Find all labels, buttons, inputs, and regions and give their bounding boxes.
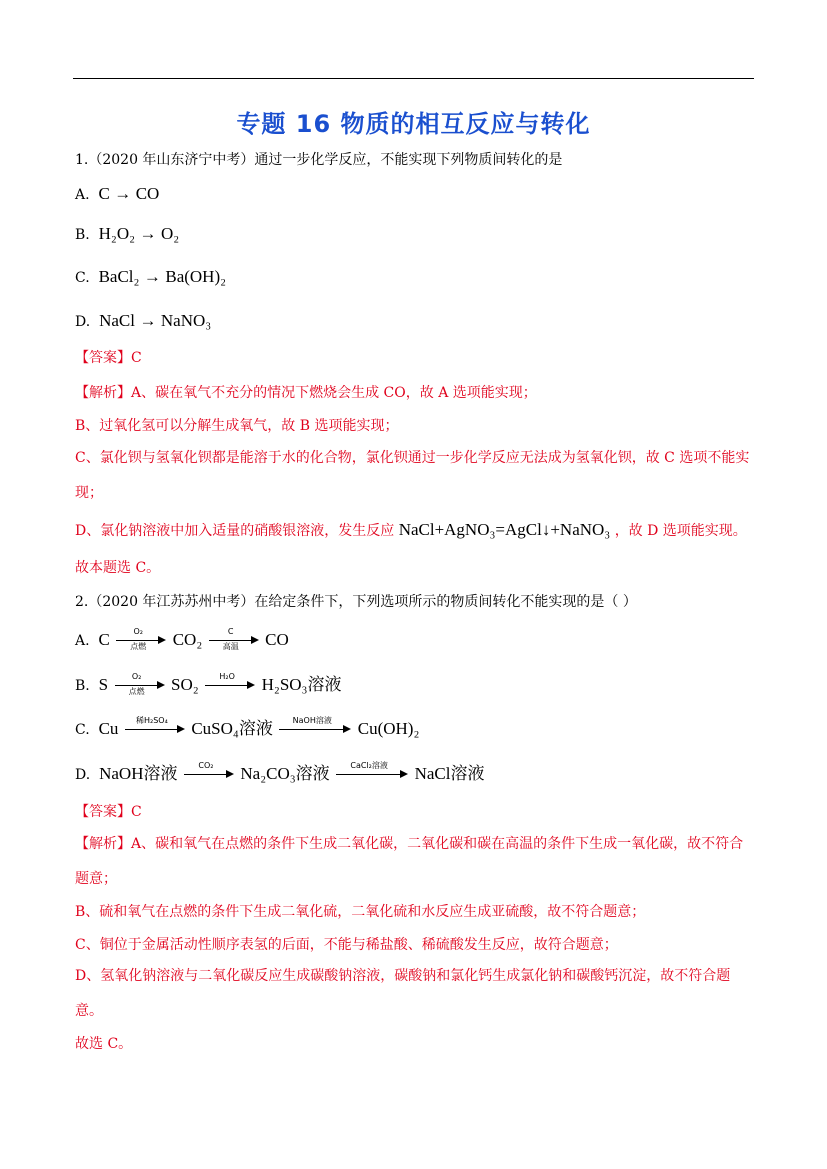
- reaction-arrow: O₂ 点燃: [115, 674, 165, 692]
- q2-conclusion: 故选 C。: [75, 1036, 133, 1052]
- header-rule: [73, 78, 754, 79]
- reaction-arrow: C 高温: [209, 629, 259, 647]
- reaction-equation: NaCl+AgNO₃=AgCl↓+NaNO₃: [398, 520, 611, 539]
- q2-option-b: B. S O₂ 点燃 SO₂ H₂O H₂SO₃溶液: [75, 672, 342, 696]
- reaction-arrow: CO₂: [184, 763, 234, 781]
- q1-option-c: C. BaCl₂ → Ba(OH)₂: [75, 267, 227, 286]
- q1-analysis-a: 【解析】A、碳在氧气不充分的情况下燃烧会生成 CO，故 A 选项能实现；: [75, 385, 537, 401]
- q1-answer: 【答案】C: [75, 350, 142, 366]
- reaction-arrow: NaOH溶液: [279, 718, 351, 736]
- q1-option-b: B. H₂O₂ → O₂: [75, 224, 180, 243]
- reaction-arrow: O₂ 点燃: [116, 629, 166, 647]
- right-arrow-icon: →: [139, 224, 157, 243]
- q1-conclusion: 故本题选 C。: [75, 560, 161, 576]
- q1-analysis-d: D、氯化钠溶液中加入适量的硝酸银溶液，发生反应 NaCl+AgNO₃=AgCl↓+NaNO₃ ，故 D 选项能实现。: [75, 520, 747, 539]
- reaction-arrow: CaCl₂溶液: [336, 763, 408, 781]
- q2-analysis-b: B、硫和氧气在点燃的条件下生成二氧化硫，二氧化硫和水反应生成亚硫酸，故不符合题意；: [75, 904, 646, 920]
- reaction-arrow: H₂O: [205, 674, 255, 692]
- q2-analysis-d: D、氢氧化钠溶液与二氧化碳反应生成碳酸钠溶液，碳酸钠和氯化钙生成氯化钠和碳酸钙沉淀，故不符合题意。: [75, 968, 731, 1019]
- right-arrow-icon: →: [139, 311, 157, 330]
- q2-answer: 【答案】C: [75, 804, 142, 820]
- q2-analysis-a: 【解析】A、碳和氧气在点燃的条件下生成二氧化碳，二氧化碳和碳在高温的条件下生成一氧化碳，故不符合题意；: [75, 836, 744, 887]
- q2-option-d: D. NaOH溶液 CO₂ Na₂CO₃溶液 CaCl₂溶液 NaCl溶液: [75, 761, 485, 783]
- q2-stem: 2.（2020 年江苏苏州中考）在给定条件下，下列选项所示的物质间转化不能实现的是（ ）: [75, 594, 637, 610]
- q2-option-c: C. Cu 稀H₂SO₄ CuSO₄溶液 NaOH溶液 Cu(OH)₂: [75, 716, 420, 738]
- right-arrow-icon: →: [143, 267, 161, 286]
- right-arrow-icon: →: [114, 184, 132, 203]
- q1-option-d: D. NaCl → NaNO₃: [75, 311, 212, 330]
- q1-stem: 1.（2020 年山东济宁中考）通过一步化学反应，不能实现下列物质间转化的是: [75, 152, 563, 168]
- reaction-arrow: 稀H₂SO₄: [125, 718, 185, 736]
- q1-option-a: A. C → CO: [75, 184, 160, 203]
- q2-analysis-c: C、铜位于金属活动性顺序表氢的后面，不能与稀盐酸、稀硫酸发生反应，故符合题意；: [75, 937, 618, 953]
- page-title: 专题 16 物质的相互反应与转化: [236, 110, 591, 138]
- q1-analysis-c: C、氯化钡与氢氧化钡都是能溶于水的化合物，氯化钡通过一步化学反应无法成为氢氧化钡，故 C 选项不能实现；: [75, 450, 750, 501]
- q2-option-a: A. C O₂ 点燃 CO₂ C 高温 CO: [75, 627, 289, 651]
- q1-analysis-b: B、过氧化氢可以分解生成氧气，故 B 选项能实现；: [75, 418, 399, 434]
